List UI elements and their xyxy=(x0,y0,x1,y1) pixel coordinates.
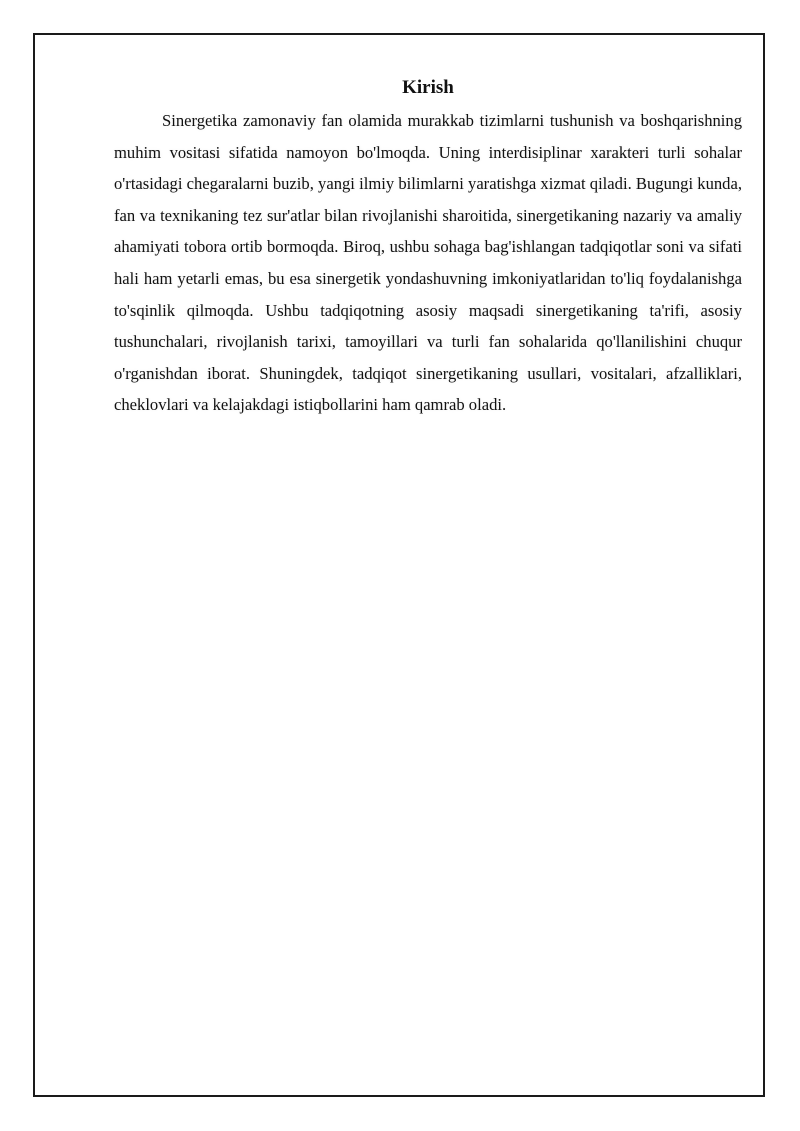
intro-paragraph: Sinergetika zamonaviy fan olamida murakkab tizimlarni tushunish va boshqarishning muhim vositasi sifatida namoyon bo'lmoqda. Uning interdisiplinar xarakteri turli sohalar o'rtasidagi chegaralarni buzib, yangi ilmiy bilimlarni yaratishga xizmat qiladi. Bugungi kunda, fan va texnikaning tez sur'atlar bilan rivojlanishi sharoitida, sinergetikaning nazariy va amaliy ahamiyati tobora ortib bormoqda. Biroq, ushbu sohaga bag'ishlangan tadqiqotlar soni va sifati hali ham yetarli emas, bu esa sinergetik yondashuvning imkoniyatlaridan to'liq foydalanishga to'sqinlik qilmoqda. Ushbu tadqiqotning asosiy maqsadi sinergetikaning ta'rifi, asosiy tushunchalari, rivojlanish tarixi, tamoyillari va turli fan sohalarida qo'llanilishini chuqur o'rganishdan iborat. Shuningdek, tadqiqot sinergetikaning usullari, vositalari, afzalliklari, cheklovlari va kelajakdagi istiqbollarini ham qamrab oladi. xyxy=(114,111,742,415)
document-body xyxy=(114,75,742,421)
section-heading: Kirish xyxy=(402,77,454,98)
